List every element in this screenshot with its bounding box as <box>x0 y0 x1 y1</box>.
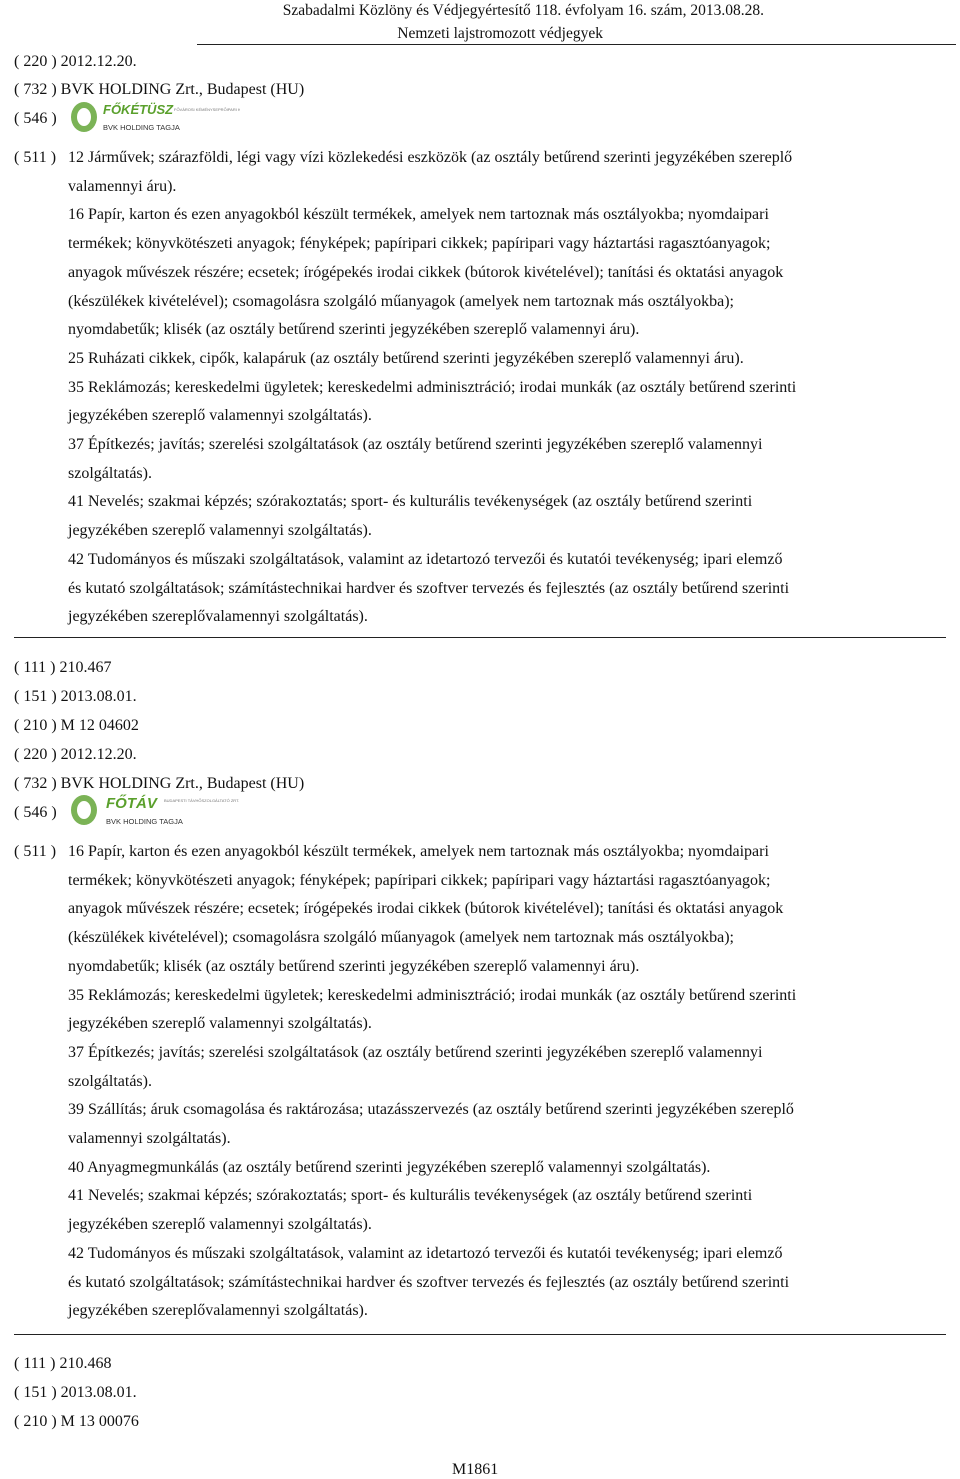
goods-services-line: 42 Tudományos és műszaki szolgáltatások, valamint az idetartozó tervezői és kutatói tevékenység; ipari elemző <box>68 1244 783 1262</box>
goods-services-line: termékek; könyvkötészeti anyagok; fényképek; papíripari cikkek; papíripari vagy háztartási ragasztóanyagok; <box>68 871 771 889</box>
goods-services-line: jegyzékében szereplővalamennyi szolgáltatás). <box>68 608 368 626</box>
field-732: ( 732 ) BVK HOLDING Zrt., Budapest (HU) <box>14 775 305 792</box>
goods-services-line: anyagok művészek részére; ecsetek; írógépekés irodai cikkek (bútorok kivételével); tanítási és oktatási anyagok <box>68 900 784 918</box>
field-210: ( 210 ) M 13 00076 <box>14 1413 139 1430</box>
goods-services-line: szolgáltatás). <box>68 1072 152 1090</box>
logo-footer: BVK HOLDING TAGJA <box>106 817 183 826</box>
goods-services-line: 12 Járművek; szárazföldi, légi vagy vízi közlekedési eszközök (az osztály betűrend szerinti jegyzékében szereplő <box>68 149 793 166</box>
goods-services-line: 16 Papír, karton és ezen anyagokból készült termékek, amelyek nem tartoznak más osztályokba; nyomdaipari <box>68 843 769 860</box>
page-header <box>0 0 960 46</box>
logo-name: FŐTÁV <box>106 795 157 812</box>
goods-services-line: szolgáltatás). <box>68 464 152 482</box>
field-511-code: ( 511 ) <box>14 843 57 860</box>
logo-name: FŐKÉTÜSZ <box>103 102 174 117</box>
fotav-logo <box>70 792 240 833</box>
logo-subtitle: FŐVÁROSI KÉMÉNYSEPRŐIPARI KFT. <box>174 107 240 112</box>
field-732: ( 732 ) BVK HOLDING Zrt., Budapest (HU) <box>14 81 305 98</box>
goods-services-line: és kutató szolgáltatások; számítástechnikai hardver és szoftver tervezés és fejlesztés (az osztály betűrend szerinti <box>68 1273 790 1291</box>
field-111: ( 111 ) 210.467 <box>14 659 112 676</box>
field-210: ( 210 ) M 12 04602 <box>14 717 139 734</box>
goods-services-line: és kutató szolgáltatások; számítástechnikai hardver és szoftver tervezés és fejlesztés (az osztály betűrend szerinti <box>68 579 790 597</box>
field-220: ( 220 ) 2012.12.20. <box>14 746 137 763</box>
field-511-code: ( 511 ) <box>14 149 57 166</box>
field-220: ( 220 ) 2012.12.20. <box>14 53 137 70</box>
field-151: ( 151 ) 2013.08.01. <box>14 688 137 705</box>
goods-services-line: termékek; könyvkötészeti anyagok; fényképek; papíripari cikkek; papíripari vagy háztartási ragasztóanyagok; <box>68 235 771 253</box>
page-number: M1861 <box>452 1461 499 1478</box>
field-151: ( 151 ) 2013.08.01. <box>14 1384 137 1401</box>
goods-services-line: 37 Építkezés; javítás; szerelési szolgáltatások (az osztály betűrend szerinti jegyzékében szereplő valamennyi <box>68 1043 763 1061</box>
goods-services-line: valamennyi szolgáltatás). <box>68 1130 231 1147</box>
journal-title: Szabadalmi Közlöny és Védjegyértesítő 118. évfolyam 16. szám, 2013.08.28. <box>282 2 764 19</box>
entry-separator <box>14 637 946 638</box>
goods-services-line: (készülékek kivételével); csomagolásra szolgáló műanyagok (amelyek nem tartoznak más osztályokba); <box>68 929 734 947</box>
goods-services-line: 41 Nevelés; szakmai képzés; szórakoztatás; sport- és kulturális tevékenységek (az osztály betűrend szerinti <box>68 493 753 511</box>
goods-services-line: 16 Papír, karton és ezen anyagokból készült termékek, amelyek nem tartoznak más osztályokba; nyomdaipari <box>68 206 769 224</box>
goods-services-line: jegyzékében szereplő valamennyi szolgáltatás). <box>68 1216 372 1234</box>
field-111: ( 111 ) 210.468 <box>14 1355 112 1372</box>
goods-services-line: jegyzékében szereplő valamennyi szolgáltatás). <box>68 522 372 540</box>
goods-services-line: valamennyi áru). <box>68 177 177 195</box>
goods-services-line: jegyzékében szereplő valamennyi szolgáltatás). <box>68 1015 372 1033</box>
entry-separator <box>14 1334 946 1335</box>
logo-footer: BVK HOLDING TAGJA <box>103 123 180 132</box>
logo-subtitle: BUDAPESTI TÁVHŐSZOLGÁLTATÓ ZRT. <box>164 798 240 803</box>
goods-services-line: nyomdabetűk; klisék (az osztály betűrend szerinti jegyzékében szereplő valamennyi áru). <box>68 957 640 975</box>
goods-services-line: nyomdabetűk; klisék (az osztály betűrend szerinti jegyzékében szereplő valamennyi áru). <box>68 321 640 339</box>
section-title: Nemzeti lajstromozott védjegyek <box>397 25 603 42</box>
goods-services-line: 35 Reklámozás; kereskedelmi ügyletek; kereskedelmi adminisztráció; irodai munkák (az osztály betűrend szerinti <box>68 378 797 396</box>
header-rule <box>197 44 956 45</box>
goods-services-line: anyagok művészek részére; ecsetek; írógépekés irodai cikkek (bútorok kivételével); tanítási és oktatási anyagok <box>68 263 784 281</box>
goods-services-line: 40 Anyagmegmunkálás (az osztály betűrend szerinti jegyzékében szereplő valamennyi szolgáltatás). <box>68 1158 711 1176</box>
goods-services-line: 41 Nevelés; szakmai képzés; szórakoztatás; sport- és kulturális tevékenységek (az osztály betűrend szerinti <box>68 1187 753 1205</box>
goods-services-line: jegyzékében szereplő valamennyi szolgáltatás). <box>68 407 372 425</box>
goods-services-line: jegyzékében szereplővalamennyi szolgáltatás). <box>68 1302 368 1320</box>
goods-services-line: 25 Ruházati cikkek, cipők, kalapáruk (az osztály betűrend szerinti jegyzékében szereplő valamennyi áru). <box>68 349 744 367</box>
field-546: ( 546 ) <box>14 804 57 821</box>
goods-services-line: 39 Szállítás; áruk csomagolása és raktározása; utazásszervezés (az osztály betűrend szerinti jegyzékében szereplő <box>68 1101 794 1119</box>
field-546: ( 546 ) <box>14 110 57 127</box>
goods-services-line: 35 Reklámozás; kereskedelmi ügyletek; kereskedelmi adminisztráció; irodai munkák (az osztály betűrend szerinti <box>68 986 797 1004</box>
fokétüsz-logo <box>70 100 240 139</box>
goods-services-line: (készülékek kivételével); csomagolásra szolgáló műanyagok (amelyek nem tartoznak más osztályokba); <box>68 292 734 310</box>
goods-services-line: 42 Tudományos és műszaki szolgáltatások, valamint az idetartozó tervezői és kutatói tevékenység; ipari elemző <box>68 550 783 568</box>
goods-services-line: 37 Építkezés; javítás; szerelési szolgáltatások (az osztály betűrend szerinti jegyzékében szereplő valamennyi <box>68 436 763 453</box>
